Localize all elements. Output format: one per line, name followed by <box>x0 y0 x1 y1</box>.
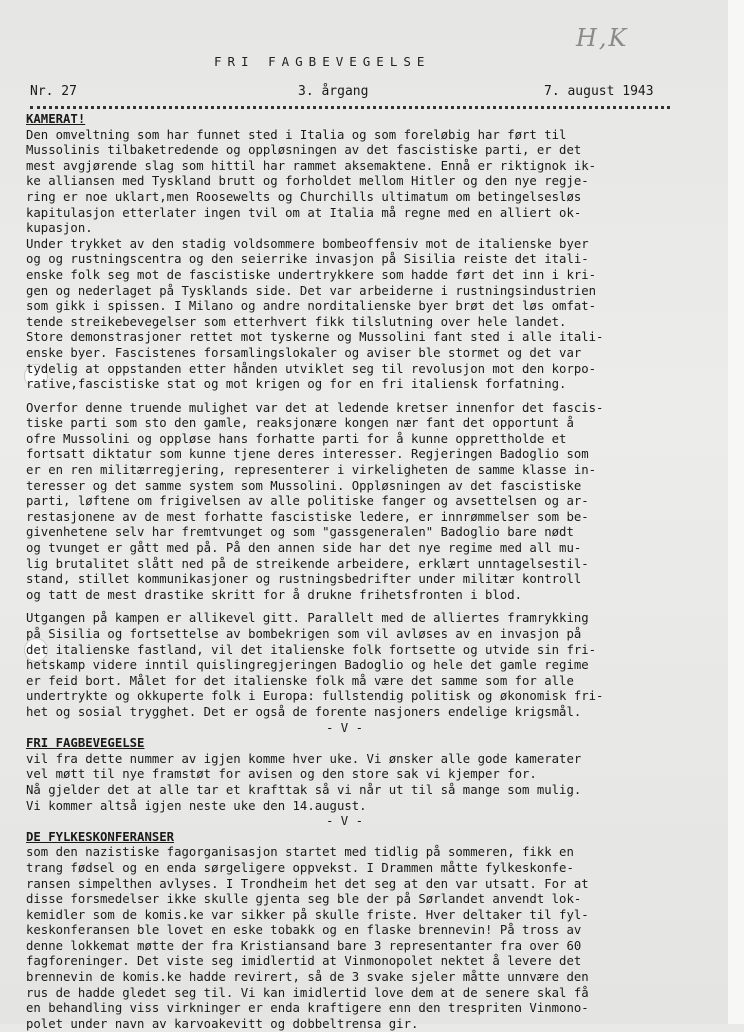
text-line: fortsatt diktatur som kunne tjene deres interesser. Regjeringen Badoglio som <box>26 447 589 462</box>
text-line: en behandling viss virkninger er enda kraftigere enn den trespriten Vinmono- <box>26 1001 589 1016</box>
text-line: stand, stillet kommunikasjoner og rustningsbedrifter under militær kontroll <box>26 572 582 587</box>
text-line: disse forsmedelser ikke skulle gjenta seg ble der på Sørlandet anvendt lok- <box>26 892 582 907</box>
text-line: ring er noe uklart,men Roosewelts og Churchills ultimatum om betingelsesløs <box>26 189 582 204</box>
issue-date: 7. august 1943 <box>544 84 654 99</box>
paragraph-gap <box>26 603 716 611</box>
paragraph-gap <box>26 393 716 401</box>
text-line: rus de hadde gledet seg til. Vi kan imidlertid love dem at de senere skal få <box>26 985 589 1000</box>
text-line: undertrykte og okkuperte folk i Europa: fullstendig politisk og økonomisk fri- <box>26 689 604 704</box>
page-edge <box>728 0 744 1024</box>
text-line: lig brutalitet slått ned på de streikende arbeidere, erklært unntagelsestil- <box>26 556 589 571</box>
text-line: tiske parti som sto den gamle, reaksjonære kongen nær fant det opportunt å <box>26 416 574 431</box>
text-line: som den nazistiske fagorganisasjon startet med tidlig på sommeren, fikk en <box>26 845 574 860</box>
text-line: ofre Mussolini og oppløse hans forhatte parti for å kunne opprettholde et <box>26 431 567 446</box>
text-line: enske byer. Fascistenes forsamlingslokaler og aviser ble stormet og det var <box>26 345 582 360</box>
text-line: mest avgjørende slag som hittil har rammet aksemaktene. Ennå er riktignok ik- <box>26 158 597 173</box>
text-line: Under trykket av den stadig voldsommere bombeoffensiv mot de italienske byer <box>26 236 589 251</box>
text-line: het og sosial trygghet. Det er også de forente nasjoners endelige krigsmål. <box>26 704 582 719</box>
text-line: vel møtt til nye framstøt for avisen og den store sak vi kjemper for. <box>26 767 537 782</box>
text-line: keskonferansen ble lovet en eske tobakk og en flaske brennevin! På tross av <box>26 923 582 938</box>
section-separator: - V - <box>326 814 364 829</box>
handwritten-mark: H,K <box>576 24 629 52</box>
section-heading: FRI FAGBEVEGELSE <box>26 736 145 751</box>
text-line: og og rustningscentra og den seierrike invasjon på Sisilia reiste det itali- <box>26 252 589 267</box>
text-line: rative,fascistiske stat og mot krigen og for en fri italiensk forfatning. <box>26 377 567 392</box>
text-line: denne lokkemat møtte der fra Kristiansand bare 3 representanter fra over 60 <box>26 938 582 953</box>
text-line: Store demonstrasjoner rettet mot tyskerne og Mussolini fant sted i alle itali- <box>26 330 604 345</box>
text-line: gen og nederlaget på Tysklands side. Det var arbeiderne i rustningsindustrien <box>26 283 597 298</box>
text-line: og tatt de mest drastike skritt for å drukne frihetsfronten i blod. <box>26 587 523 602</box>
text-line: på Sisilia og fortsettelse av bombekrigen som vil avløses av en invasjon på <box>26 627 582 641</box>
text-line: brennevin de komis.ke hadde revirert, så de 3 svake sjeler måtte unnvære den <box>26 970 589 985</box>
text-line: trang fødsel og en enda sørgeligere oppvekst. I Drammen måtte fylkeskonfe- <box>26 860 574 875</box>
text-line: ke alliansen med Tyskland brutt og forholdet mellom Hitler og den nye regje- <box>26 174 589 189</box>
text-line: teresser og det samme system som Mussolini. Oppløsningen av det fascistiske <box>26 478 582 493</box>
section-heading: DE FYLKESKONFERANSER <box>26 829 175 844</box>
text-line: det italienske fastland, vil det italienske folk fortsette og utvide sin fri- <box>26 642 597 657</box>
text-line: er feid bort. Målet for det italienske folk må være det samme som for alle <box>26 673 574 688</box>
text-line: som gikk i spissen. I Milano og andre norditalienske byer brøt det løs omfat- <box>26 299 597 314</box>
section-heading: KAMERAT! <box>26 112 86 126</box>
text-line: Vi kommer altså igjen neste uke den 14.august. <box>26 798 367 813</box>
text-line: fagforeninger. Det viste seg imidlertid at Vinmonopolet nektet å levere det <box>26 954 582 969</box>
text-line: givenhetene selv har fremtvunget og som "gassgeneralen" Badoglio bare nødt <box>26 525 574 540</box>
text-line: Utgangen på kampen er allikevel gitt. Parallelt med de alliertes framrykking <box>26 611 589 626</box>
text-line: Mussolinis tilbaketredende og oppløsningen av det fascistiske parti, er det <box>26 143 582 158</box>
text-line: er en ren militærregjering, representerer i virkeligheten de samme klasse in- <box>26 463 597 478</box>
text-line: kupasjon. <box>26 221 93 236</box>
text-line: ransen simpelthen avlyses. I Trondheim het det seg at den var utsatt. For at <box>26 876 589 891</box>
text-line: kemidler som de komis.ke var sikker på skulle friste. Hver deltaker til fyl- <box>26 907 589 922</box>
text-line: parti, løftene om frigivelsen av alle politiske fanger og avsettelsen og ar- <box>26 494 589 509</box>
issue-volume: 3. årgang <box>298 84 369 99</box>
text-line: restasjonene av de mest forhatte fascistiske ledere, er innrømmelser som be- <box>26 509 589 524</box>
text-line: tydelig at oppstanden etter hånden utviklet seg til revolusjon mot den korpo- <box>26 361 597 376</box>
text-line: polet under navn av karvoakevitt og dobbeltrensa gir. <box>26 1016 419 1031</box>
article-body <box>26 112 716 1032</box>
issue-number: Nr. 27 <box>30 84 77 99</box>
dotted-separator <box>30 100 670 109</box>
text-line: enske folk seg mot de fascistiske undertrykkere som hadde ført det inn i kri- <box>26 267 597 282</box>
masthead-title: FRI FAGBEVEGELSE <box>214 54 431 69</box>
section-separator: - V - <box>326 720 364 735</box>
text-line: kapitulasjon etterlater ingen tvil om at Italia må regne med en alliert ok- <box>26 205 582 220</box>
text-line: Overfor denne truende mulighet var det at ledende kretser innenfor det fascis- <box>26 400 604 415</box>
text-line: vil fra dette nummer av igjen komme hver uke. Vi ønsker alle gode kamerater <box>26 751 582 766</box>
text-line: Den omveltning som har funnet sted i Italia og som foreløbig har ført til <box>26 127 567 142</box>
text-line: og tvunget er gått med på. På den annen side har det nye regime med all mu- <box>26 541 582 556</box>
text-line: tende streikebevegelser som etterhvert fikk tilslutning over hele landet. <box>26 314 567 329</box>
text-line: Nå gjelder det at alle tar et krafttak så vi når ut til så mange som mulig. <box>26 782 582 797</box>
text-line: hetskamp videre inntil quislingregjeringen Badoglio og hele det gamle regime <box>26 658 589 673</box>
